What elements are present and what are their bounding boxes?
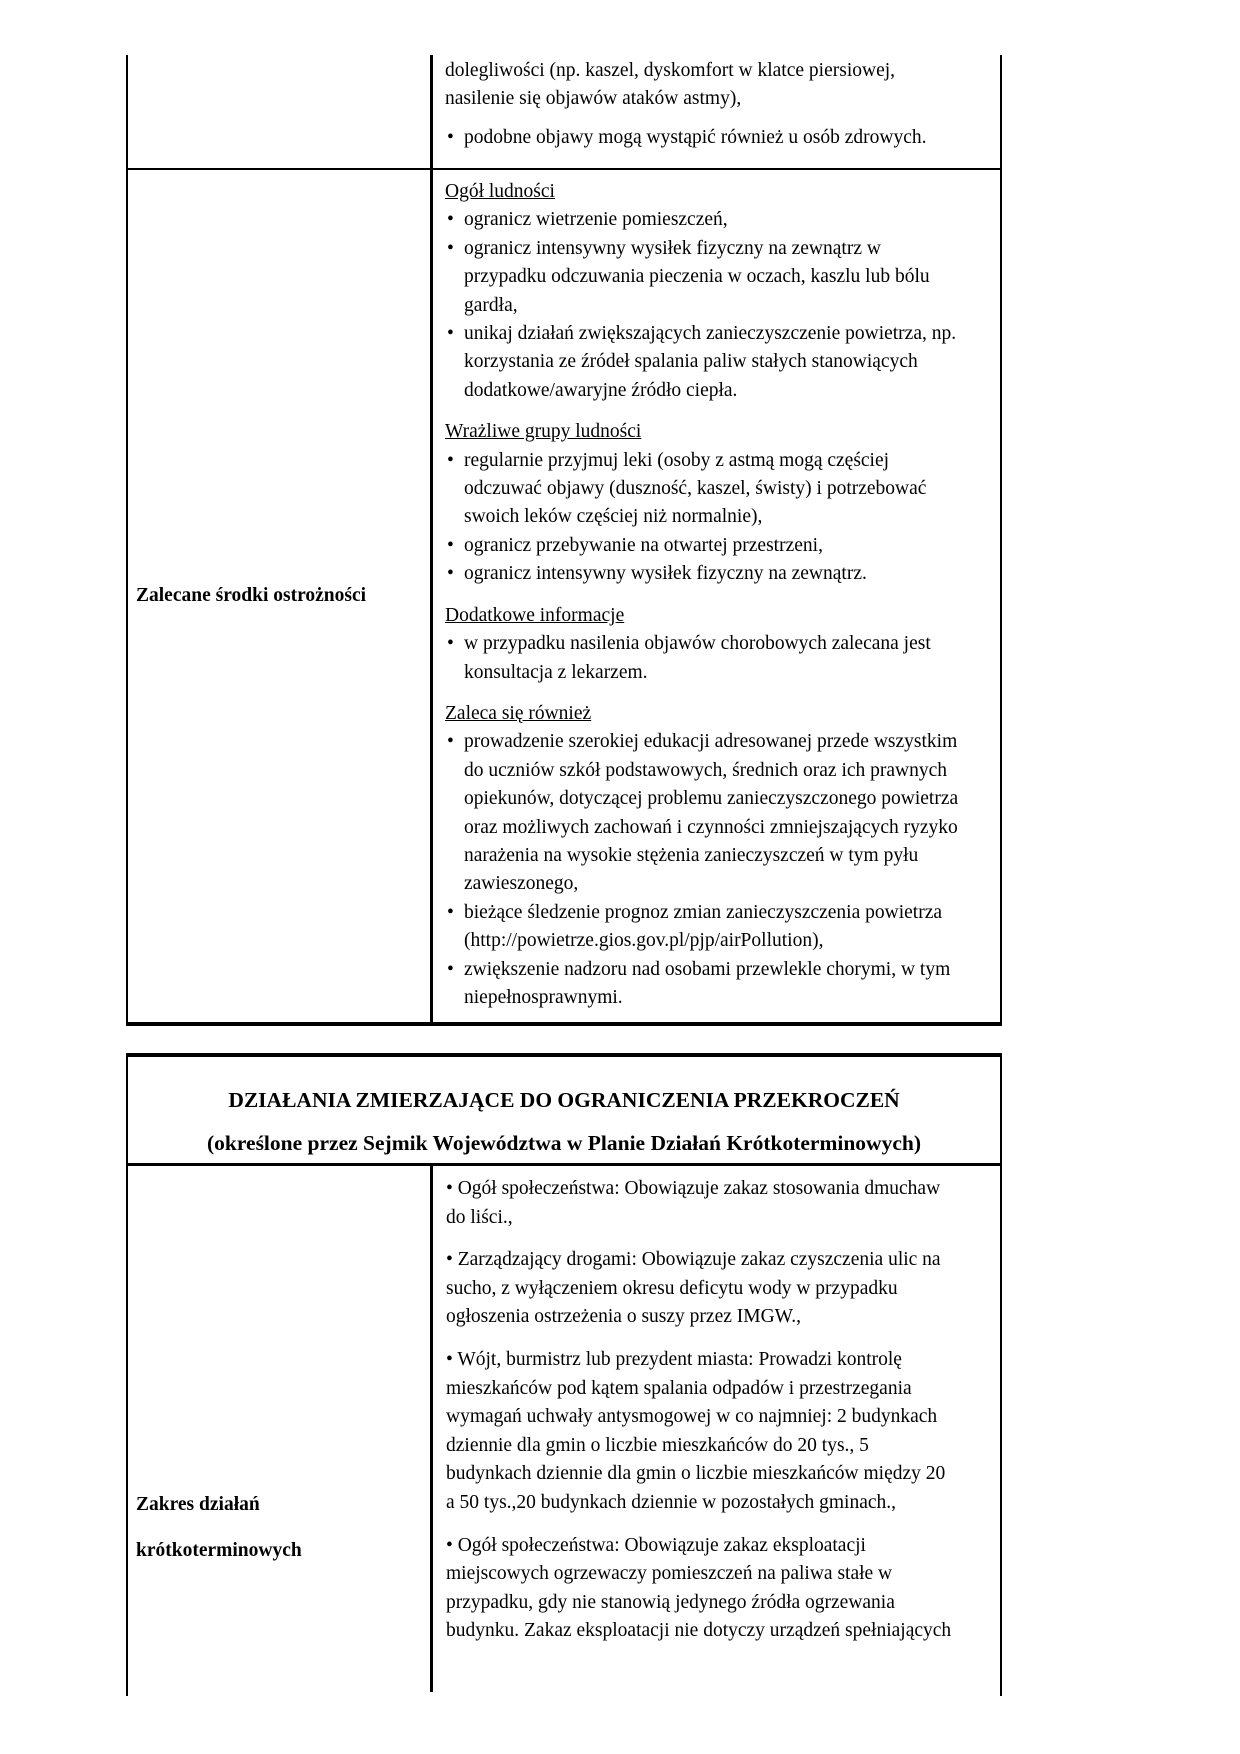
text-line: krótkoterminowych bbox=[136, 1540, 302, 1561]
bullet-marker: • bbox=[447, 323, 454, 345]
bullet-item bbox=[445, 630, 988, 687]
precautions-row-label: Zalecane środki ostrożności bbox=[136, 585, 367, 606]
action-paragraph bbox=[446, 1346, 988, 1518]
text-line: mieszkańców pod kątem spalania odpadów i przestrzegania bbox=[446, 1377, 912, 1399]
section-sensitive-groups bbox=[445, 418, 988, 588]
text-line: konsultacja z lekarzem. bbox=[464, 661, 648, 683]
bullet-item bbox=[445, 235, 988, 320]
text-line: nasilenie się objawów ataków astmy), bbox=[445, 88, 742, 109]
text-line: swoich leków częściej niż normalnie), bbox=[464, 506, 763, 528]
text-line: • Ogół społeczeństwa: Obowiązuje zakaz eksploatacji bbox=[446, 1534, 866, 1556]
text-line: Zakres działań bbox=[136, 1494, 260, 1515]
actions-scope-row bbox=[128, 1166, 1000, 1692]
bullet-item bbox=[445, 532, 988, 560]
text-line: prowadzenie szerokiej edukacji adresowanej przede wszystkim bbox=[464, 731, 958, 753]
bullet-marker: • bbox=[447, 958, 454, 980]
bullet-item bbox=[445, 320, 988, 405]
bullet-marker: • bbox=[447, 534, 454, 556]
text-line: • Zarządzający drogami: Obowiązuje zakaz czyszczenia ulic na bbox=[446, 1249, 941, 1271]
text-line: przypadku odczuwania pieczenia w oczach, kaszlu lub bólu bbox=[464, 266, 930, 288]
text-line: przypadku, gdy nie stanowią jedynego źródła ogrzewania bbox=[446, 1591, 895, 1613]
bullet-item bbox=[445, 899, 988, 956]
bullet-item bbox=[445, 206, 988, 234]
short-term-actions-table bbox=[126, 1053, 1002, 1696]
text-line: miejscowych ogrzewaczy pomieszczeń na paliwa stałe w bbox=[446, 1563, 893, 1585]
bullet-item bbox=[445, 447, 988, 532]
scope-label-cell bbox=[128, 1166, 433, 1692]
carryover-label-cell bbox=[128, 55, 433, 168]
bullet-marker: • bbox=[447, 209, 454, 231]
text-line: ogłoszenia ostrzeżenia o suszy przez IMGW., bbox=[446, 1306, 802, 1328]
text-line: do liści., bbox=[446, 1206, 513, 1228]
text-line: dodatkowe/awaryjne źródło ciepła. bbox=[464, 379, 738, 401]
action-paragraph bbox=[446, 1175, 988, 1232]
precautions-row bbox=[128, 170, 1000, 1022]
carryover-row bbox=[128, 55, 1000, 170]
section-additional-info bbox=[445, 602, 988, 687]
section-heading: Dodatkowe informacje bbox=[445, 604, 625, 626]
continuation-paragraph bbox=[445, 57, 988, 113]
text-line: podobne objawy mogą wystąpić również u osób zdrowych. bbox=[464, 127, 927, 148]
text-line: ogranicz wietrzenie pomieszczeń, bbox=[464, 209, 728, 231]
action-paragraph bbox=[446, 1246, 988, 1332]
bullet-marker: • bbox=[447, 901, 454, 923]
section-heading: Zaleca się również bbox=[445, 702, 592, 724]
text-line: bieżące śledzenie prognoz zmian zanieczyszczenia powietrza bbox=[464, 901, 943, 923]
health-precautions-table bbox=[126, 55, 1002, 1026]
text-line: oraz możliwych zachowań i czynności zmniejszających ryzyko bbox=[464, 816, 958, 838]
text-line: do uczniów szkół podstawowych, średnich oraz ich prawnych bbox=[464, 759, 948, 781]
bullet-item bbox=[445, 124, 988, 152]
text-line: korzystania ze źródeł spalania paliw stałych stanowiących bbox=[464, 351, 918, 373]
actions-table-title bbox=[128, 1057, 1000, 1166]
text-line: a 50 tys.,20 budynkach dziennie w pozostałych gminach., bbox=[446, 1491, 897, 1513]
text-line: budynkach dziennie dla gmin o liczbie mieszkańców między 20 bbox=[446, 1463, 946, 1485]
text-line: zawieszonego, bbox=[464, 873, 579, 895]
text-line: dziennie dla gmin o liczbie mieszkańców do 20 tys., 5 bbox=[446, 1434, 869, 1456]
text-line: narażenia na wysokie stężenia zanieczyszczeń w tym pyłu bbox=[464, 844, 919, 866]
text-line: (http://powietrze.gios.gov.pl/pjp/airPollution), bbox=[464, 930, 824, 952]
scope-content-cell bbox=[433, 1166, 1000, 1692]
bullet-item bbox=[445, 956, 988, 1013]
section-heading: Wrażliwe grupy ludności bbox=[445, 421, 642, 443]
bullet-marker: • bbox=[447, 127, 454, 148]
bullet-item bbox=[445, 728, 988, 898]
text-line: ogranicz intensywny wysiłek fizyczny na zewnątrz. bbox=[464, 563, 867, 585]
carryover-content-cell bbox=[433, 55, 1000, 168]
section-also-recommended bbox=[445, 700, 988, 1012]
bullet-item bbox=[445, 560, 988, 588]
text-line: zwiększenie nadzoru nad osobami przewlekle chorymi, w tym bbox=[464, 958, 951, 980]
section-general-population bbox=[445, 178, 988, 405]
text-line: (określone przez Sejmik Województwa w Planie Działań Krótkoterminowych) bbox=[207, 1131, 921, 1155]
text-line: • Wójt, burmistrz lub prezydent miasta: Prowadzi kontrolę bbox=[446, 1348, 902, 1370]
section-heading: Ogół ludności bbox=[445, 181, 555, 202]
bullet-marker: • bbox=[447, 563, 454, 585]
text-line: ogranicz przebywanie na otwartej przestrzeni, bbox=[464, 534, 823, 556]
text-line: regularnie przyjmuj leki (osoby z astmą mogą częściej bbox=[464, 449, 890, 471]
text-line: dolegliwości (np. kaszel, dyskomfort w klatce piersiowej, bbox=[445, 60, 896, 81]
bullet-marker: • bbox=[447, 633, 454, 655]
text-line: budynku. Zakaz eksploatacji nie dotyczy urządzeń spełniających bbox=[446, 1620, 952, 1642]
bullet-marker: • bbox=[447, 237, 454, 259]
action-paragraph bbox=[446, 1532, 988, 1646]
text-line: ogranicz intensywny wysiłek fizyczny na zewnątrz w bbox=[464, 237, 881, 259]
text-line: • Ogół społeczeństwa: Obowiązuje zakaz stosowania dmuchaw bbox=[446, 1178, 941, 1199]
text-line: sucho, z wyłączeniem okresu deficytu wody w przypadku bbox=[446, 1277, 898, 1299]
text-line: w przypadku nasilenia objawów chorobowych zalecana jest bbox=[464, 633, 931, 655]
text-line: DZIAŁANIA ZMIERZAJĄCE DO OGRANICZENIA PRZEKROCZEŃ bbox=[228, 1088, 900, 1112]
precautions-label-cell bbox=[128, 170, 433, 1022]
text-line: wymagań uchwały antysmogowej w co najmniej: 2 budynkach bbox=[446, 1406, 938, 1428]
text-line: gardła, bbox=[464, 294, 518, 316]
bullet-marker: • bbox=[447, 731, 454, 753]
precautions-content-cell bbox=[433, 170, 1000, 1022]
text-line: opiekunów, dotyczącej problemu zanieczyszczonego powietrza bbox=[464, 788, 959, 810]
text-line: unikaj działań zwiększających zanieczyszczenie powietrza, np. bbox=[464, 323, 957, 345]
bullet-marker: • bbox=[447, 449, 454, 471]
text-line: niepełnosprawnymi. bbox=[464, 986, 623, 1008]
text-line: odczuwać objawy (duszność, kaszel, świsty) i potrzebować bbox=[464, 478, 927, 500]
